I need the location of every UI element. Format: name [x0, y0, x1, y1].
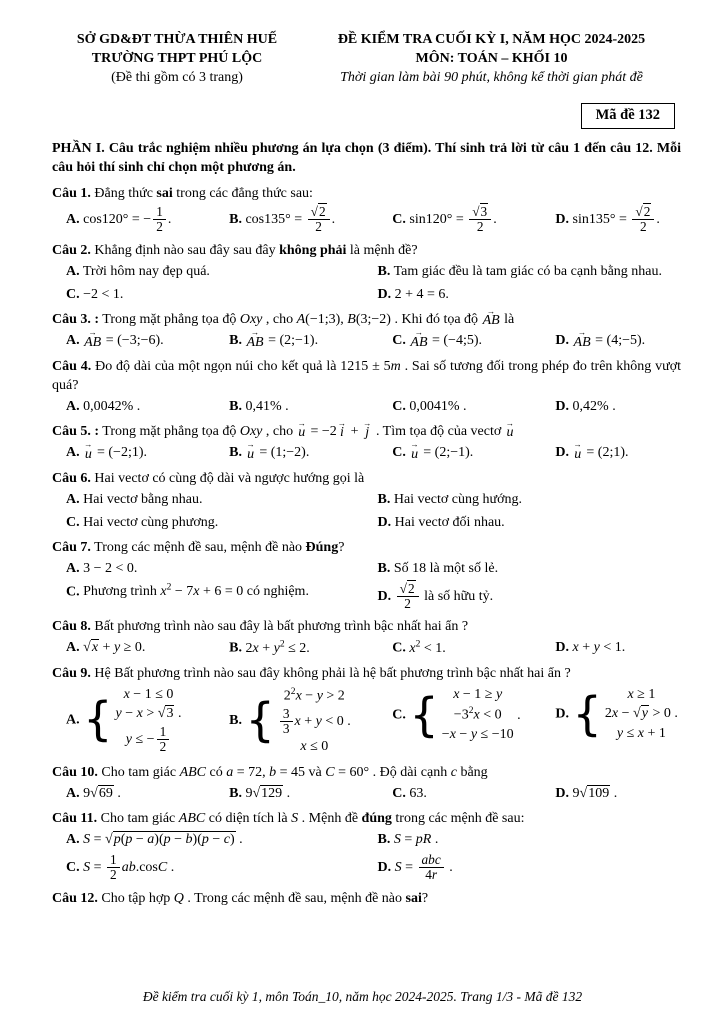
code-row [52, 103, 675, 129]
option-A [66, 685, 221, 757]
option-content: −2 < 1. [83, 286, 124, 302]
option-label: A. [66, 211, 80, 227]
options-grid [66, 397, 681, 416]
question-stem: Câu 5. : Trong mặt phẳng tọa độ Oxy , cho → u = −2 → i + → j . Tìm tọa độ của vectơ → u [52, 418, 515, 441]
part1-intro: PHẦN I. Câu trắc nghiệm nhiều phương án lựa chọn (3 điểm). Thí sinh trả lời từ câu 1 đến câu 12. Mỗi câu hỏi thí sinh chỉ chọn một phương án. [52, 140, 681, 175]
option-content: 63. [409, 785, 427, 801]
option-content: → u = (1;−2). [246, 440, 310, 462]
option-D [378, 513, 682, 532]
option-content: $\frac{√2}{2}$ là số hữu tỷ. [395, 589, 494, 604]
option-content: { x ≥ 1 2x − √y > 0 . y ≤ x + 1 [572, 686, 678, 741]
option-B [229, 638, 384, 658]
option-label: B. [229, 641, 242, 657]
option-label: C. [392, 641, 406, 657]
option-label: A. [66, 445, 80, 461]
option-D [378, 285, 682, 304]
option-B [229, 397, 384, 416]
option-content: 9√109 . [572, 785, 618, 801]
option-label: A. [66, 712, 80, 728]
option-content: → AB = (2;−1). [246, 328, 319, 350]
option-label: C. [392, 211, 406, 227]
option-B [229, 328, 384, 350]
question-stem: Câu 1. Đẳng thức sai trong các đẳng thức sau: [52, 185, 313, 201]
option-D [555, 685, 681, 757]
question-label: Câu 2. [52, 242, 91, 258]
option-content: cos135° = $\frac{√2}{2}$ . [245, 203, 336, 235]
option-D [555, 440, 681, 462]
option-C [392, 397, 547, 416]
option-content: $2x + y^2 \le 2$. [245, 639, 310, 657]
option-label: D. [377, 588, 392, 604]
option-B [378, 559, 682, 578]
question-stem: Câu 10. Cho tam giác ABC có a = 72, b = 45 và C = 60° . Độ dài cạnh c bằng [52, 764, 488, 780]
option-A [66, 638, 221, 658]
question-label: Câu 7. [52, 539, 91, 555]
option-label: D. [555, 785, 570, 801]
question-stem: Câu 8. Bất phương trình nào sau đây là bất phương trình bậc nhất hai ẩn ? [52, 619, 469, 635]
option-label: A. [66, 560, 80, 576]
option-label: A. [66, 263, 80, 279]
option-A [66, 784, 221, 803]
option-content: { x − 1 ≥ y $-3^2x < 0$ −x − y ≤ −10 . [409, 687, 521, 743]
option-D [555, 205, 681, 235]
question-11 [52, 809, 681, 883]
option-label: B. [229, 211, 242, 227]
question-7 [52, 538, 681, 612]
exam-header [52, 30, 681, 87]
question-3 [52, 306, 681, 351]
option-C [392, 685, 547, 757]
option-content: Hai vectơ cùng phương. [83, 514, 219, 530]
issuer-block [52, 30, 302, 87]
option-label: A. [66, 785, 80, 801]
question-label: Câu 3. : [52, 311, 100, 327]
option-B [229, 685, 384, 757]
question-2 [52, 241, 681, 304]
option-B [229, 784, 384, 803]
option-B [378, 490, 682, 509]
option-content: sin135° = $\frac{√2}{2}$ . [572, 203, 660, 235]
question-1 [52, 184, 681, 235]
option-content: S = $\frac{1}{2}$ ab.cosC . [83, 852, 175, 883]
option-content: Trời hôm nay đẹp quá. [82, 263, 210, 279]
option-label: D. [377, 860, 392, 876]
question-label: Câu 10. [52, 764, 98, 780]
option-A [66, 205, 221, 235]
option-label: A. [66, 398, 80, 414]
option-A [66, 328, 221, 350]
question-10 [52, 763, 681, 803]
option-D [378, 853, 682, 883]
question-stem: Câu 6. Hai vectơ có cùng độ dài và ngược hướng gọi là [52, 470, 365, 486]
option-C [392, 638, 547, 658]
question-label: Câu 5. : [52, 423, 100, 439]
option-label: C. [66, 286, 80, 302]
option-label: B. [377, 263, 391, 279]
option-label: A. [66, 640, 80, 656]
option-C [66, 582, 370, 612]
option-label: B. [377, 491, 391, 507]
school-name: TRƯỜNG THPT PHÚ LỘC [91, 51, 263, 67]
option-label: D. [555, 706, 570, 722]
exam-code-box: Mã đề 132 [581, 103, 675, 129]
options-grid [66, 262, 681, 304]
option-content: 0,42% . [572, 398, 616, 414]
option-label: C. [392, 445, 406, 461]
question-8 [52, 617, 681, 658]
question-9 [52, 664, 681, 757]
option-label: C. [66, 514, 80, 530]
option-label: A. [66, 832, 80, 848]
option-content: 0,0042% . [83, 398, 141, 414]
option-C [392, 328, 547, 350]
option-label: C. [392, 707, 406, 723]
option-label: D. [555, 445, 570, 461]
duration-note: Thời gian làm bài 90 phút, không kể thời gian phát đề [340, 70, 643, 86]
option-label: C. [392, 398, 406, 414]
option-D [555, 638, 681, 658]
options-grid [66, 830, 681, 883]
question-stem: Câu 7. Trong các mệnh đề sau, mệnh đề nào Đúng? [52, 539, 345, 555]
option-label: D. [555, 398, 570, 414]
option-D [555, 397, 681, 416]
option-B [378, 262, 682, 281]
options-grid [66, 638, 681, 658]
option-label: D. [555, 640, 570, 656]
options-grid [66, 440, 681, 462]
option-content: → AB = (−3;−6). [84, 328, 164, 350]
exam-title: ĐỀ KIỂM TRA CUỐI KỲ I, NĂM HỌC 2024-2025 [337, 32, 646, 47]
options-grid [66, 205, 681, 235]
option-A [66, 559, 370, 578]
option-content: Số 18 là một số lẻ. [393, 560, 499, 576]
option-content: → u = (−2;1). [84, 440, 148, 462]
option-content: S = √p(p − a)(p − b)(p − c) . [83, 832, 243, 848]
option-label: B. [377, 560, 391, 576]
option-A [66, 490, 370, 509]
option-content: 9√69 . [83, 785, 121, 801]
question-label: Câu 6. [52, 470, 91, 486]
subject-line: MÔN: TOÁN – KHỐI 10 [415, 51, 568, 67]
option-label: B. [229, 398, 242, 414]
option-label: C. [392, 785, 406, 801]
option-C [392, 440, 547, 462]
question-stem: Câu 12. Cho tập hợp Q . Trong các mệnh đề sau, mệnh đề nào sai? [52, 890, 429, 906]
question-label: Câu 9. [52, 666, 91, 682]
option-content: 2 + 4 = 6. [394, 286, 449, 302]
question-label: Câu 1. [52, 185, 91, 201]
option-content: 9√129 . [245, 785, 291, 801]
option-C [392, 205, 547, 235]
question-label: Câu 8. [52, 619, 91, 635]
option-content: Hai vectơ bằng nhau. [83, 491, 203, 507]
option-label: A. [66, 491, 80, 507]
option-content: $x^2 < 1$. [409, 639, 446, 657]
option-content: 0,0041% . [409, 398, 467, 414]
option-content: Hai vectơ cùng hướng. [393, 491, 522, 507]
option-C [392, 784, 547, 803]
option-D [378, 582, 682, 612]
option-content: { x − 1 ≤ 0 y − x > √3 . y ≤ − $\frac{1}{2}$ [83, 687, 182, 754]
option-content: { $2^2x - y > 2$ $\frac{3}{3}$ x + y < 0 . x ≤ 0 [245, 687, 351, 754]
page-count-note: (Đề thi gồm có 3 trang) [111, 70, 243, 86]
option-content: 0,41% . [245, 398, 289, 414]
option-A [66, 830, 370, 849]
option-A [66, 397, 221, 416]
question-label: Câu 4. [52, 358, 92, 374]
option-B [229, 205, 384, 235]
options-grid [66, 685, 681, 757]
option-C [66, 285, 370, 304]
question-6 [52, 469, 681, 532]
option-label: B. [229, 333, 242, 349]
option-C [66, 513, 370, 532]
questions [52, 184, 681, 908]
option-content: → AB = (4;−5). [573, 328, 646, 350]
option-label: D. [555, 333, 570, 349]
department-name: SỞ GD&ĐT THỪA THIÊN HUẾ [76, 32, 278, 47]
option-A [66, 440, 221, 462]
option-label: D. [377, 514, 392, 530]
option-label: D. [377, 286, 392, 302]
option-label: B. [229, 445, 242, 461]
question-stem: Câu 9. Hệ Bất phương trình nào sau đây không phải là hệ bất phương trình bậc nhất hai ẩn ? [52, 666, 571, 682]
option-content: cos120° = − $\frac{1}{2}$ . [83, 203, 172, 235]
options-grid [66, 490, 681, 532]
page-footer: Đề kiểm tra cuối kỳ 1, môn Toán_10, năm học 2024-2025. Trang 1/3 - Mã đề 132 [142, 988, 583, 1004]
option-label: B. [229, 785, 242, 801]
option-content: → u = (2;1). [573, 440, 629, 462]
question-4 [52, 357, 681, 416]
option-label: B. [229, 713, 242, 729]
options-grid [66, 784, 681, 803]
question-12 [52, 889, 681, 908]
option-D [555, 328, 681, 350]
option-content: S = abc 4r . [394, 852, 453, 883]
option-content: 3 − 2 < 0. [83, 560, 138, 576]
option-content: → u = (2;−1). [410, 440, 474, 462]
question-stem: Câu 11. Cho tam giác ABC có diện tích là S . Mệnh đề đúng trong các mệnh đề sau: [52, 811, 525, 826]
option-content: √x + y ≥ 0. [83, 640, 146, 656]
option-content: Phương trình $x^2 - 7x + 6 = 0$ có nghiệm. [83, 582, 309, 600]
option-label: C. [392, 333, 406, 349]
option-content: Tam giác đều là tam giác có ba cạnh bằng nhau. [393, 263, 662, 279]
option-content: S = pR . [393, 832, 439, 848]
option-D [555, 784, 681, 803]
option-B [378, 830, 682, 849]
option-B [229, 440, 384, 462]
option-content: → AB = (−4;5). [410, 328, 483, 350]
question-label: Câu 11. [52, 811, 98, 826]
option-label: C. [66, 860, 80, 876]
question-stem: Câu 2. Khẳng định nào sau đây sau đây không phải là mệnh đề? [52, 242, 418, 258]
question-5 [52, 418, 681, 463]
option-label: A. [66, 333, 80, 349]
option-content: sin120° = $\frac{√3}{2}$ . [409, 203, 497, 235]
option-label: B. [377, 832, 391, 848]
option-label: C. [66, 584, 80, 600]
option-C [66, 853, 370, 883]
options-grid [66, 559, 681, 612]
option-content: x + y < 1. [572, 640, 626, 656]
question-label: Câu 12. [52, 890, 98, 906]
exam-title-block [302, 30, 681, 87]
option-label: D. [555, 211, 570, 227]
question-stem: Câu 3. : Trong mặt phẳng tọa độ Oxy , cho A(−1;3), B(3;−2) . Khi đó tọa độ → AB là [52, 306, 515, 329]
option-A [66, 262, 370, 281]
question-stem: Câu 4. Đo độ dài của một ngọn núi cho kết quả là 1215 ± 5m . Sai số tương đối trong phép đo trên không vượt quá? [52, 358, 681, 393]
options-grid [66, 328, 681, 350]
option-content: Hai vectơ đối nhau. [394, 514, 505, 530]
